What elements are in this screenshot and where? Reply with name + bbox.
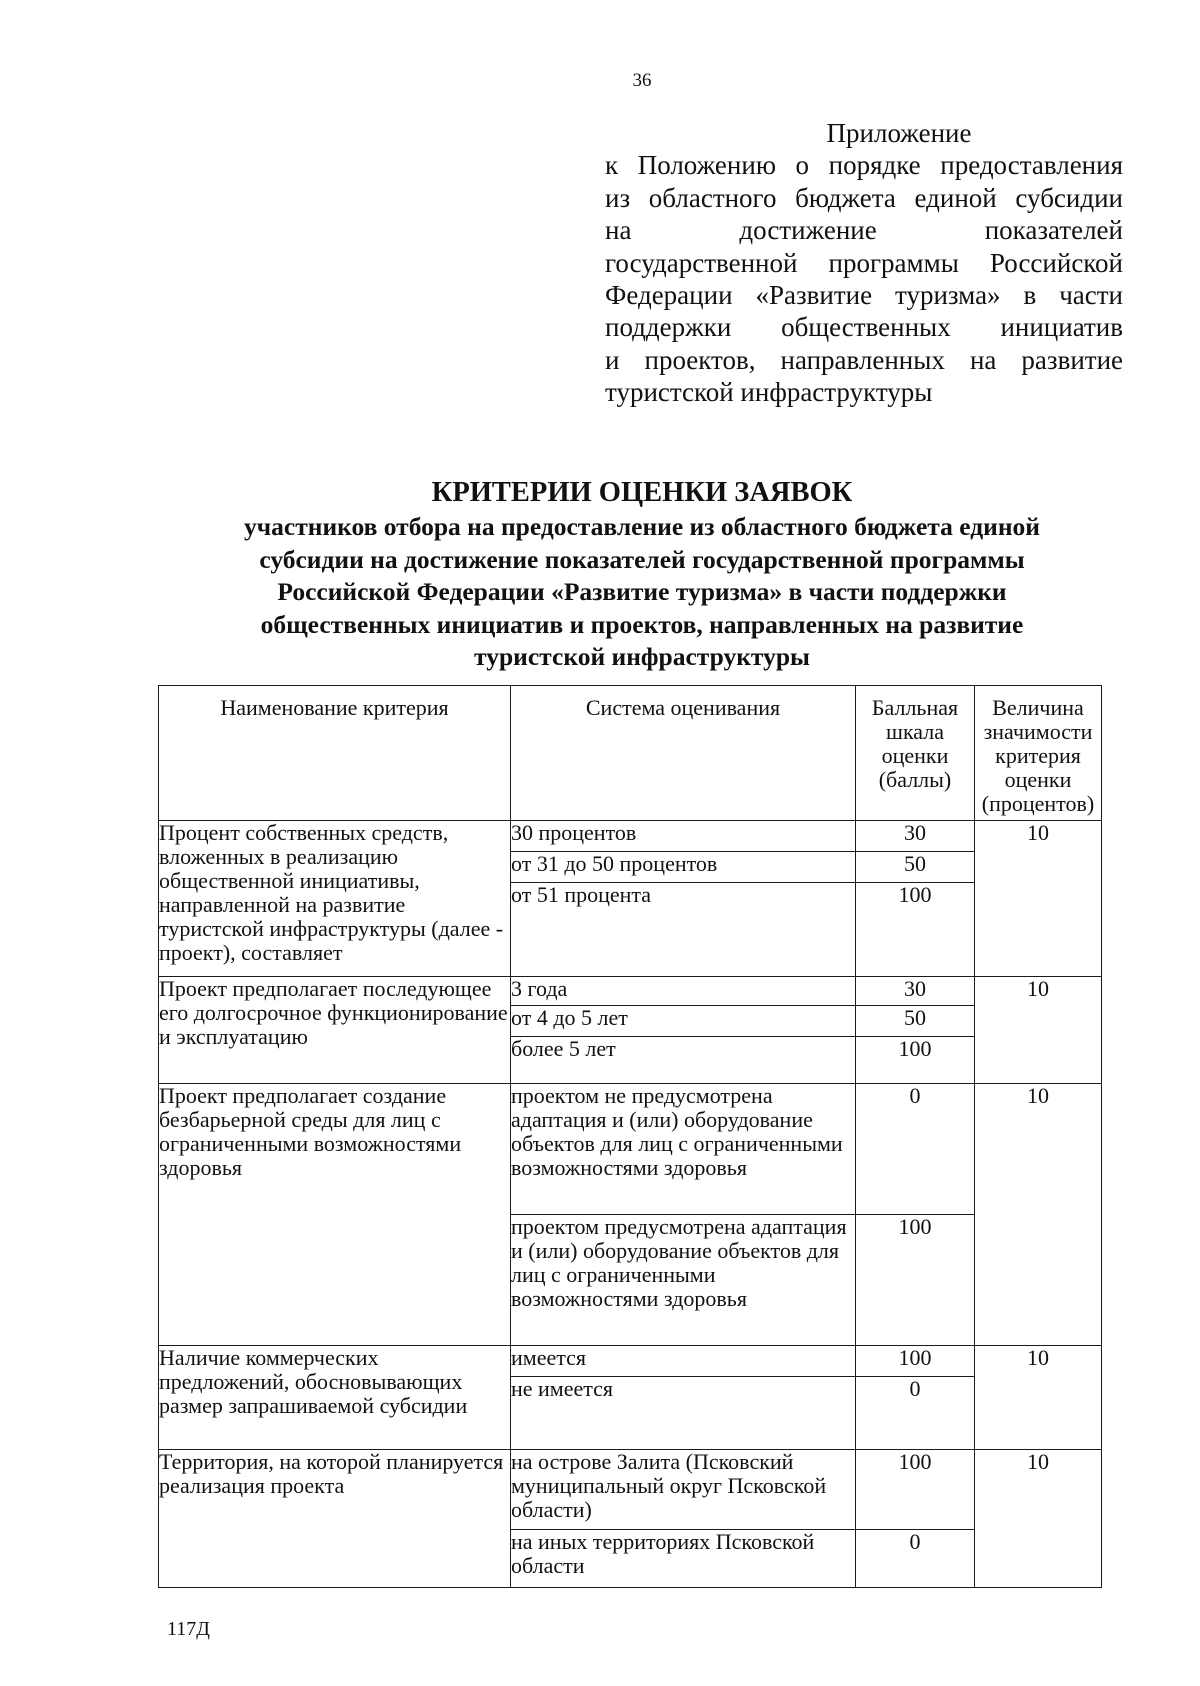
criterion-name: Территория, на которой планируется реализация проекта bbox=[159, 1450, 511, 1588]
evaluation-option: 3 года bbox=[511, 977, 856, 1006]
appendix-line: туристской инфраструктуры bbox=[605, 377, 933, 408]
document-title-line: Российской Федерации «Развитие туризма» в части поддержки bbox=[277, 577, 1007, 606]
evaluation-option: от 4 до 5 лет bbox=[511, 1006, 856, 1037]
score-value: 100 bbox=[856, 1450, 975, 1530]
score-value: 0 bbox=[856, 1084, 975, 1215]
criterion-name: Проект предполагает последующее его долгосрочное функционирование и эксплуатацию bbox=[159, 977, 511, 1084]
criterion-name: Проект предполагает создание безбарьерной среды для лиц с ограниченными возможностями здоровья bbox=[159, 1084, 511, 1346]
criterion-name: Наличие коммерческих предложений, обосновывающих размер запрашиваемой субсидии bbox=[159, 1346, 511, 1450]
score-value: 30 bbox=[856, 977, 975, 1006]
evaluation-option: не имеется bbox=[511, 1377, 856, 1450]
criteria-table bbox=[158, 685, 1102, 1588]
score-value: 100 bbox=[856, 1037, 975, 1084]
appendix-title: Приложение bbox=[826, 118, 972, 148]
table-header-row bbox=[159, 686, 1102, 821]
weight-value: 10 bbox=[975, 977, 1102, 1084]
document-title-line: участников отбора на предоставление из областного бюджета единой bbox=[244, 512, 1040, 541]
evaluation-option: на острове Залита (Псковский муниципальный округ Псковской области) bbox=[511, 1450, 856, 1530]
score-value: 50 bbox=[856, 852, 975, 883]
header-criterion-name: Наименование критерия bbox=[159, 686, 511, 821]
score-value: 100 bbox=[856, 1346, 975, 1377]
appendix-line: из областного бюджета единой субсидии bbox=[605, 182, 1123, 213]
appendix-line: и проектов, направленных на развитие bbox=[605, 344, 1123, 375]
weight-value: 10 bbox=[975, 1450, 1102, 1588]
weight-value: 10 bbox=[975, 1346, 1102, 1450]
appendix-line: Федерации «Развитие туризма» в части bbox=[605, 280, 1123, 311]
header-weight: Величина значимости критерия оценки (процентов) bbox=[975, 686, 1102, 821]
appendix-line: на достижение показателей bbox=[605, 215, 1123, 246]
evaluation-option: от 31 до 50 процентов bbox=[511, 852, 856, 883]
evaluation-option: от 51 процента bbox=[511, 883, 856, 977]
document-code: 117Д bbox=[167, 1618, 210, 1640]
score-value: 0 bbox=[856, 1530, 975, 1588]
score-value: 100 bbox=[856, 883, 975, 977]
appendix-line: к Положению о порядке предоставления bbox=[605, 150, 1123, 181]
table-row bbox=[159, 821, 1102, 852]
score-value: 0 bbox=[856, 1377, 975, 1450]
document-title-line: туристской инфраструктуры bbox=[474, 642, 810, 671]
evaluation-option: проектом не предусмотрена адаптация и (или) оборудование объектов для лиц с ограниченными возможностями здоровья bbox=[511, 1084, 856, 1215]
evaluation-option: 30 процентов bbox=[511, 821, 856, 852]
evaluation-option: на иных территориях Псковской области bbox=[511, 1530, 856, 1588]
table-row bbox=[159, 1084, 1102, 1215]
document-title-line: субсидии на достижение показателей государственной программы bbox=[259, 544, 1025, 574]
appendix-block bbox=[605, 117, 1123, 409]
evaluation-option: более 5 лет bbox=[511, 1037, 856, 1084]
score-value: 100 bbox=[856, 1215, 975, 1346]
document-title bbox=[150, 475, 1134, 674]
evaluation-option: проектом предусмотрена адаптация и (или) оборудование объектов для лиц с ограниченными возможностями здоровья bbox=[511, 1215, 856, 1346]
criterion-name: Процент собственных средств, вложенных в реализацию общественной инициативы, направленной на развитие туристской инфраструктуры (далее - проект), составляет bbox=[159, 821, 511, 977]
evaluation-option: имеется bbox=[511, 1346, 856, 1377]
table-row bbox=[159, 977, 1102, 1006]
page-number: 36 bbox=[632, 70, 652, 91]
appendix-line: государственной программы Российской bbox=[605, 247, 1123, 278]
document-title-line: общественных инициатив и проектов, направленных на развитие bbox=[260, 609, 1024, 639]
weight-value: 10 bbox=[975, 1084, 1102, 1346]
document-title-main: КРИТЕРИИ ОЦЕНКИ ЗАЯВОК bbox=[431, 477, 853, 508]
score-value: 50 bbox=[856, 1006, 975, 1037]
appendix-line: поддержки общественных инициатив bbox=[605, 312, 1123, 343]
table-row bbox=[159, 1346, 1102, 1377]
header-evaluation-system: Система оценивания bbox=[511, 686, 856, 821]
score-value: 30 bbox=[856, 821, 975, 852]
table-row bbox=[159, 1450, 1102, 1530]
weight-value: 10 bbox=[975, 821, 1102, 977]
header-score-scale: Балльная шкала оценки (баллы) bbox=[856, 686, 975, 821]
